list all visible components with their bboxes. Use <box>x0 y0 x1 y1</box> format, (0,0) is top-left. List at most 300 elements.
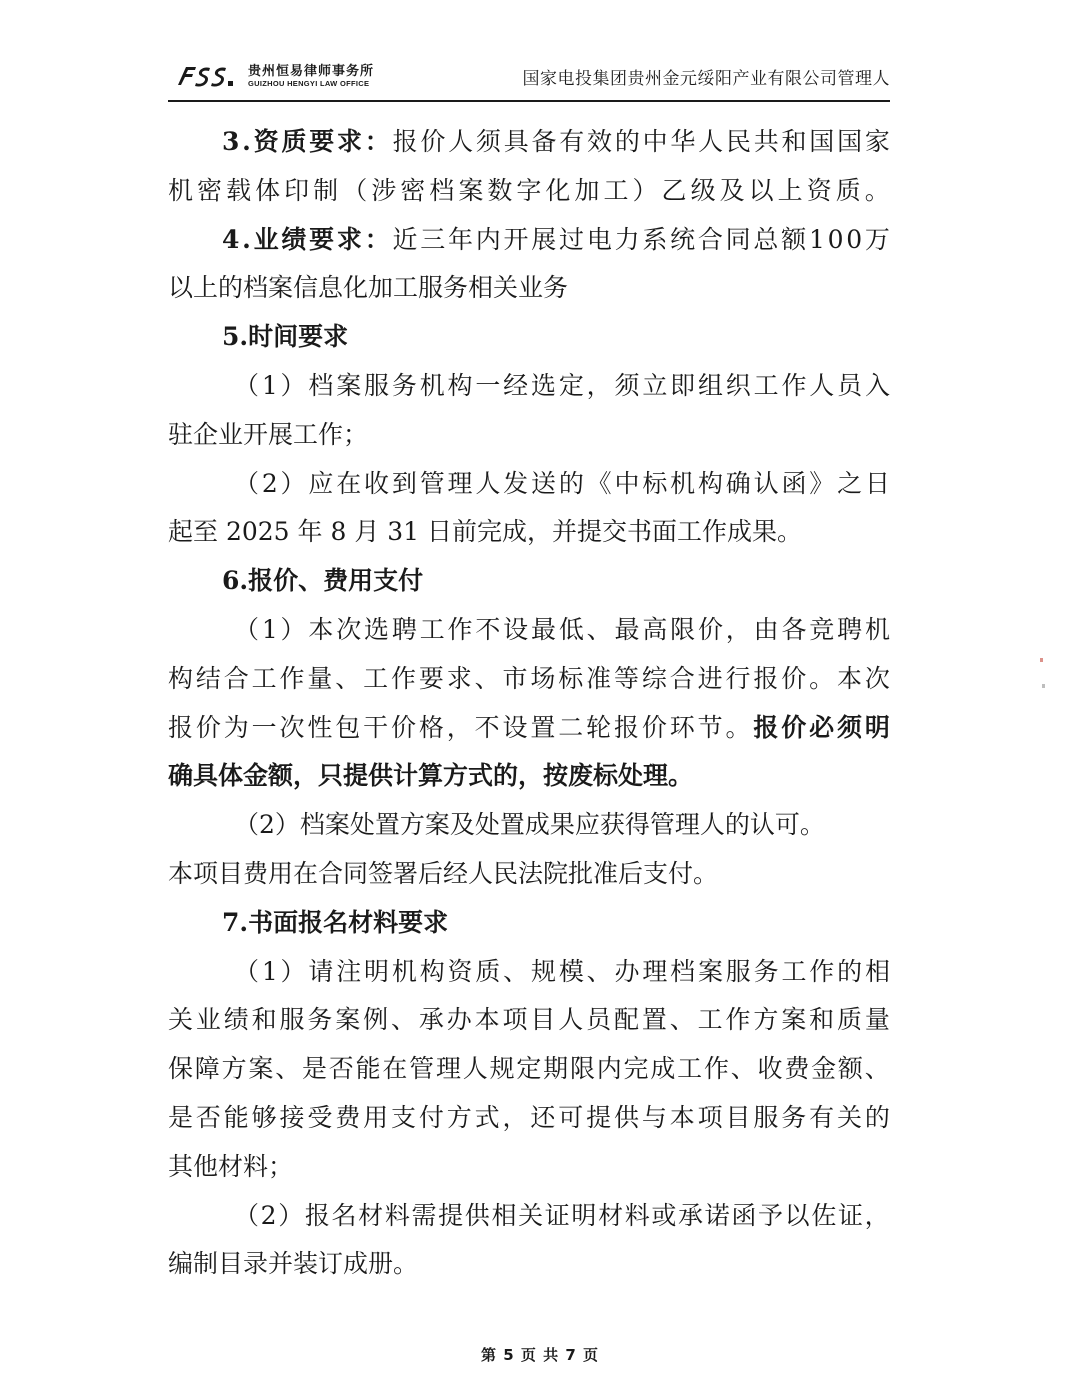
glyph: 低 <box>558 614 584 644</box>
glyph: 档 <box>429 175 455 205</box>
glyph: （ <box>234 370 260 400</box>
glyph: 方 <box>221 1054 247 1084</box>
text-line <box>168 655 890 704</box>
glyph: 函 <box>731 1200 757 1230</box>
glyph: 资 <box>447 956 473 986</box>
glyph: 万 <box>864 224 890 254</box>
glyph: 即 <box>670 370 696 400</box>
glyph: （ <box>234 956 260 986</box>
glyph: 市 <box>502 663 528 693</box>
glyph: 作 <box>703 1054 729 1084</box>
glyph: 需 <box>411 1200 437 1230</box>
glyph: 三 <box>420 224 446 254</box>
glyph: 业 <box>253 224 279 254</box>
glyph: 报 <box>168 712 194 742</box>
glyph: 项 <box>697 1102 723 1132</box>
glyph: 能 <box>355 1054 381 1084</box>
glyph: 或 <box>651 1200 677 1230</box>
glyph: ） <box>280 614 306 644</box>
text-line: 以上的档案信息化加工服务相关业务 <box>168 273 569 303</box>
glyph: 同 <box>725 224 751 254</box>
glyph: 密 <box>197 175 223 205</box>
glyph: 3 <box>222 127 240 156</box>
glyph: 求 <box>336 224 362 254</box>
text-line <box>168 1045 890 1094</box>
glyph: 额 <box>781 224 807 254</box>
glyph: 要 <box>418 663 444 693</box>
glyph: 织 <box>725 370 751 400</box>
glyph: 成 <box>650 1054 676 1084</box>
glyph: 二 <box>558 712 584 742</box>
glyph: 质 <box>475 956 501 986</box>
glyph: 明 <box>864 712 890 742</box>
glyph: 质 <box>835 175 861 205</box>
glyph: 支 <box>391 1102 417 1132</box>
text-line <box>168 948 890 997</box>
glyph: 理 <box>447 468 473 498</box>
glyph: 人 <box>448 127 474 156</box>
glyph: 构 <box>447 370 473 400</box>
glyph: 机 <box>391 956 417 986</box>
glyph: 密 <box>400 175 426 205</box>
glyph: 标 <box>558 663 584 693</box>
glyph: 构 <box>419 956 445 986</box>
glyph: 场 <box>530 663 556 693</box>
glyph: 次 <box>279 712 305 742</box>
glyph: 、 <box>586 614 612 644</box>
glyph: 干 <box>363 712 389 742</box>
glyph: 服 <box>725 956 751 986</box>
glyph: 作 <box>391 663 417 693</box>
glyph: 函 <box>781 468 807 498</box>
glyph: 办 <box>614 956 640 986</box>
text-line <box>168 167 890 216</box>
glyph: 化 <box>545 175 571 205</box>
glyph: 应 <box>308 468 334 498</box>
glyph: 家 <box>864 127 890 156</box>
glyph: 档 <box>308 370 334 400</box>
glyph: 业 <box>195 1005 221 1035</box>
glyph: 佐 <box>811 1200 837 1230</box>
text-line: 起至 2025 年 8 月 31 日前完成，并提交书面工作成果。 <box>168 517 803 547</box>
glyph: 人 <box>462 1054 488 1084</box>
glyph: 开 <box>503 224 529 254</box>
glyph: 务 <box>391 370 417 400</box>
glyph: 工 <box>251 663 277 693</box>
glyph: 年 <box>447 224 473 254</box>
glyph: 期 <box>543 1054 569 1084</box>
glyph: 规 <box>489 1054 515 1084</box>
glyph: 务 <box>307 1005 333 1035</box>
glyph: 金 <box>811 1054 837 1084</box>
glyph: 、 <box>503 956 529 986</box>
glyph: 竞 <box>809 614 835 644</box>
glyph: 准 <box>586 663 612 693</box>
glyph: 送 <box>531 468 557 498</box>
glyph: 供 <box>464 1200 490 1230</box>
glyph: 工 <box>603 175 629 205</box>
glyph: 和 <box>251 1005 277 1035</box>
glyph: 例 <box>363 1005 389 1035</box>
glyph: 力 <box>614 224 640 254</box>
glyph: 绩 <box>223 1005 249 1035</box>
glyph: 共 <box>753 127 779 156</box>
glyph: 员 <box>837 370 863 400</box>
glyph: 保 <box>168 1054 194 1084</box>
section-heading: 5.时间要求 <box>222 322 349 352</box>
text-line <box>168 1094 890 1143</box>
glyph: 注 <box>336 956 362 986</box>
page-number: 第 5 页 共 7 页 <box>481 1346 599 1364</box>
glyph: 费 <box>784 1054 810 1084</box>
glyph: 资 <box>253 127 279 156</box>
glyph: 作 <box>781 370 807 400</box>
glyph: 、 <box>391 1005 417 1035</box>
glyph: 国 <box>837 127 863 156</box>
glyph: 的 <box>864 1102 890 1132</box>
glyph: 须 <box>837 712 863 742</box>
glyph: 作 <box>725 1005 751 1035</box>
glyph: 包 <box>335 712 361 742</box>
glyph: 效 <box>587 127 613 156</box>
glyph: 名 <box>331 1200 357 1230</box>
section-heading: 6.报价、费用支付 <box>222 566 424 596</box>
glyph: 关 <box>168 1005 194 1035</box>
glyph: 证 <box>544 1200 570 1230</box>
glyph: 综 <box>641 663 667 693</box>
glyph: 用 <box>363 1102 389 1132</box>
glyph: 经 <box>503 370 529 400</box>
glyph: 量 <box>307 663 333 693</box>
glyph: 民 <box>725 127 751 156</box>
glyph: 性 <box>307 712 333 742</box>
glyph: 作 <box>809 956 835 986</box>
glyph: 付 <box>418 1102 444 1132</box>
glyph: 1 <box>261 370 278 400</box>
text-line: 确具体金额，只提供计算方式的，按废标处理。 <box>168 761 694 791</box>
glyph: ， <box>725 614 751 644</box>
glyph: 0 <box>827 224 844 254</box>
glyph: 合 <box>223 663 249 693</box>
text-line <box>168 996 890 1045</box>
glyph: 机 <box>168 175 194 205</box>
glyph: 工 <box>697 1005 723 1035</box>
glyph: 次 <box>336 614 362 644</box>
glyph: 作 <box>447 614 473 644</box>
glyph: 过 <box>559 224 585 254</box>
glyph: 0 <box>846 224 863 254</box>
glyph: 工 <box>781 956 807 986</box>
glyph: 明 <box>364 956 390 986</box>
page-header <box>168 56 890 102</box>
glyph: 材 <box>598 1200 624 1230</box>
text-line: 本项目费用在合同签署后经人民法院批准后支付。 <box>168 858 719 888</box>
glyph: 证 <box>837 1200 863 1230</box>
header-org-title: 国家电投集团贵州金元绥阳产业有限公司管理人 <box>522 69 890 89</box>
glyph: ） <box>280 956 306 986</box>
glyph: 确 <box>725 468 751 498</box>
glyph: 管 <box>409 1054 435 1084</box>
glyph: 有 <box>559 127 585 156</box>
glyph: 目 <box>725 1102 751 1132</box>
glyph: 料 <box>624 1200 650 1230</box>
glyph: 数 <box>487 175 513 205</box>
glyph: 日 <box>864 468 890 498</box>
glyph: 由 <box>753 614 779 644</box>
glyph: 价 <box>697 614 723 644</box>
glyph: 选 <box>531 370 557 400</box>
glyph: 统 <box>670 224 696 254</box>
glyph: 工 <box>419 614 445 644</box>
glyph: 材 <box>358 1200 384 1230</box>
glyph: 工 <box>677 1054 703 1084</box>
glyph: ） <box>280 370 306 400</box>
glyph: 一 <box>475 370 501 400</box>
glyph: 价 <box>195 712 221 742</box>
glyph: 乙 <box>661 175 687 205</box>
law-firm-logo <box>174 60 374 92</box>
glyph: 额 <box>837 1054 863 1084</box>
glyph: ） <box>280 468 306 498</box>
glyph: 国 <box>809 127 835 156</box>
glyph: 印 <box>284 175 310 205</box>
glyph: 可 <box>558 1102 584 1132</box>
glyph: 提 <box>586 1102 612 1132</box>
glyph: 华 <box>670 127 696 156</box>
glyph: 相 <box>864 956 890 986</box>
text-line: 其他材料； <box>168 1151 294 1181</box>
glyph: 及 <box>719 175 745 205</box>
glyph: 料 <box>384 1200 410 1230</box>
glyph: 有 <box>809 1102 835 1132</box>
glyph: 近 <box>392 224 418 254</box>
glyph: 收 <box>757 1054 783 1084</box>
glyph: 、 <box>730 1054 756 1084</box>
glyph: 机 <box>419 370 445 400</box>
glyph: 方 <box>446 1102 472 1132</box>
text-line: （2）档案处置方案及处置成果应获得管理人的认可。 <box>234 810 825 840</box>
glyph: 在 <box>336 468 362 498</box>
glyph: 求 <box>446 663 472 693</box>
glyph: 中 <box>614 468 640 498</box>
glyph: 高 <box>642 614 668 644</box>
glyph: 务 <box>781 1102 807 1132</box>
glyph: 内 <box>596 1054 622 1084</box>
glyph: 受 <box>307 1102 333 1132</box>
glyph: 中 <box>642 127 668 156</box>
glyph: 一 <box>251 712 277 742</box>
glyph: 量 <box>864 1005 890 1035</box>
glyph: ： <box>364 127 390 156</box>
glyph: 最 <box>531 614 557 644</box>
glyph: 诺 <box>704 1200 730 1230</box>
glyph: 规 <box>531 956 557 986</box>
glyph: 本 <box>837 663 863 693</box>
glyph: 不 <box>474 712 500 742</box>
glyph: 机 <box>670 468 696 498</box>
glyph: 报 <box>614 712 640 742</box>
glyph: 选 <box>364 614 390 644</box>
text-line <box>168 1192 890 1241</box>
glyph: 发 <box>503 468 529 498</box>
glyph: 员 <box>586 1005 612 1035</box>
glyph: 载 <box>226 175 252 205</box>
glyph: 、 <box>669 1005 695 1035</box>
glyph: 服 <box>364 370 390 400</box>
glyph: 构 <box>697 468 723 498</box>
glyph: （ <box>342 175 368 205</box>
glyph: 之 <box>837 468 863 498</box>
glyph: 档 <box>670 956 696 986</box>
firm-logo-icon <box>174 61 242 91</box>
glyph: 本 <box>308 614 334 644</box>
glyph: 限 <box>670 614 696 644</box>
glyph: 系 <box>642 224 668 254</box>
text-line: 驻企业开展工作； <box>168 419 369 449</box>
glyph: 案 <box>248 1054 274 1084</box>
glyph: 关 <box>518 1200 544 1230</box>
glyph: 绩 <box>281 224 307 254</box>
glyph: 相 <box>491 1200 517 1230</box>
glyph: 人 <box>698 127 724 156</box>
glyph: 次 <box>864 663 890 693</box>
glyph: 限 <box>569 1054 595 1084</box>
glyph: 4 <box>222 224 240 254</box>
glyph: 障 <box>194 1054 220 1084</box>
glyph: 备 <box>531 127 557 156</box>
text-line <box>168 704 890 753</box>
glyph: 是 <box>301 1054 327 1084</box>
glyph: 环 <box>669 712 695 742</box>
glyph: 构 <box>168 663 194 693</box>
glyph: 够 <box>251 1102 277 1132</box>
glyph: （ <box>234 468 260 498</box>
glyph: . <box>242 224 251 254</box>
glyph: 价 <box>781 663 807 693</box>
glyph: 聘 <box>391 614 417 644</box>
glyph: 工 <box>753 370 779 400</box>
glyph: ， <box>446 712 472 742</box>
glyph: 和 <box>809 1005 835 1035</box>
glyph: 能 <box>223 1102 249 1132</box>
glyph: 定 <box>516 1054 542 1084</box>
glyph: 结 <box>195 663 221 693</box>
glyph: 加 <box>574 175 600 205</box>
text-line <box>168 118 890 167</box>
glyph: 。 <box>864 175 890 205</box>
glyph: 式 <box>474 1102 500 1132</box>
glyph: 必 <box>809 712 835 742</box>
glyph: ： <box>364 224 390 254</box>
glyph: 明 <box>571 1200 597 1230</box>
glyph: 供 <box>614 1102 640 1132</box>
glyph: ， <box>586 370 612 400</box>
text-line <box>168 460 890 509</box>
glyph: 、 <box>864 1054 890 1084</box>
glyph: 级 <box>690 175 716 205</box>
glyph: 设 <box>502 712 528 742</box>
glyph: 承 <box>678 1200 704 1230</box>
glyph: 2 <box>261 468 278 498</box>
glyph: 具 <box>503 127 529 156</box>
glyph: 报 <box>392 127 418 156</box>
glyph: 还 <box>530 1102 556 1132</box>
glyph: ， <box>864 1200 890 1230</box>
glyph: （ <box>234 1200 260 1230</box>
glyph: 案 <box>335 1005 361 1035</box>
glyph: 上 <box>777 175 803 205</box>
glyph: 置 <box>530 712 556 742</box>
section-heading: 7.书面报名材料要求 <box>222 907 449 937</box>
glyph: 工 <box>363 663 389 693</box>
glyph: 定 <box>558 370 584 400</box>
glyph: 予 <box>758 1200 784 1230</box>
glyph: 为 <box>223 712 249 742</box>
scan-artifact <box>1040 658 1043 662</box>
glyph: 聘 <box>837 614 863 644</box>
glyph: 求 <box>337 127 363 156</box>
glyph: 模 <box>558 956 584 986</box>
glyph: ， <box>502 1102 528 1132</box>
glyph: 以 <box>784 1200 810 1230</box>
glyph: 各 <box>781 614 807 644</box>
glyph: 人 <box>558 1005 584 1035</box>
document-body <box>168 118 890 1289</box>
logo-cn-text: 贵州恒易律师事务所 <box>248 63 375 79</box>
glyph: ） <box>632 175 658 205</box>
glyph: 的 <box>614 127 640 156</box>
glyph: 项 <box>502 1005 528 1035</box>
glyph: 机 <box>864 614 890 644</box>
glyph: 节 <box>697 712 723 742</box>
glyph: （ <box>234 614 260 644</box>
glyph: 人 <box>809 370 835 400</box>
glyph: 本 <box>669 1102 695 1132</box>
glyph: 理 <box>642 956 668 986</box>
glyph: 字 <box>516 175 542 205</box>
glyph: 提 <box>438 1200 464 1230</box>
glyph: 价 <box>420 127 446 156</box>
glyph: 1 <box>808 224 825 254</box>
glyph: 展 <box>531 224 557 254</box>
glyph: 的 <box>558 468 584 498</box>
glyph: 服 <box>279 1005 305 1035</box>
glyph: 以 <box>748 175 774 205</box>
glyph: 管 <box>419 468 445 498</box>
glyph: 合 <box>669 663 695 693</box>
glyph: 、 <box>275 1054 301 1084</box>
glyph: 承 <box>418 1005 444 1035</box>
glyph: 收 <box>364 468 390 498</box>
glyph: 进 <box>697 663 723 693</box>
text-line <box>168 606 890 655</box>
glyph: ） <box>278 1200 304 1230</box>
glyph: 须 <box>475 127 501 156</box>
glyph: 理 <box>435 1054 461 1084</box>
glyph: 要 <box>309 224 335 254</box>
glyph: 体 <box>255 175 281 205</box>
glyph: 与 <box>641 1102 667 1132</box>
glyph: 入 <box>864 370 890 400</box>
glyph: 在 <box>382 1054 408 1084</box>
glyph: 涉 <box>371 175 397 205</box>
glyph: 》 <box>809 468 835 498</box>
glyph: 格 <box>418 712 444 742</box>
glyph: 电 <box>586 224 612 254</box>
glyph: 制 <box>313 175 339 205</box>
glyph: 2 <box>260 1200 277 1230</box>
glyph: 和 <box>781 127 807 156</box>
